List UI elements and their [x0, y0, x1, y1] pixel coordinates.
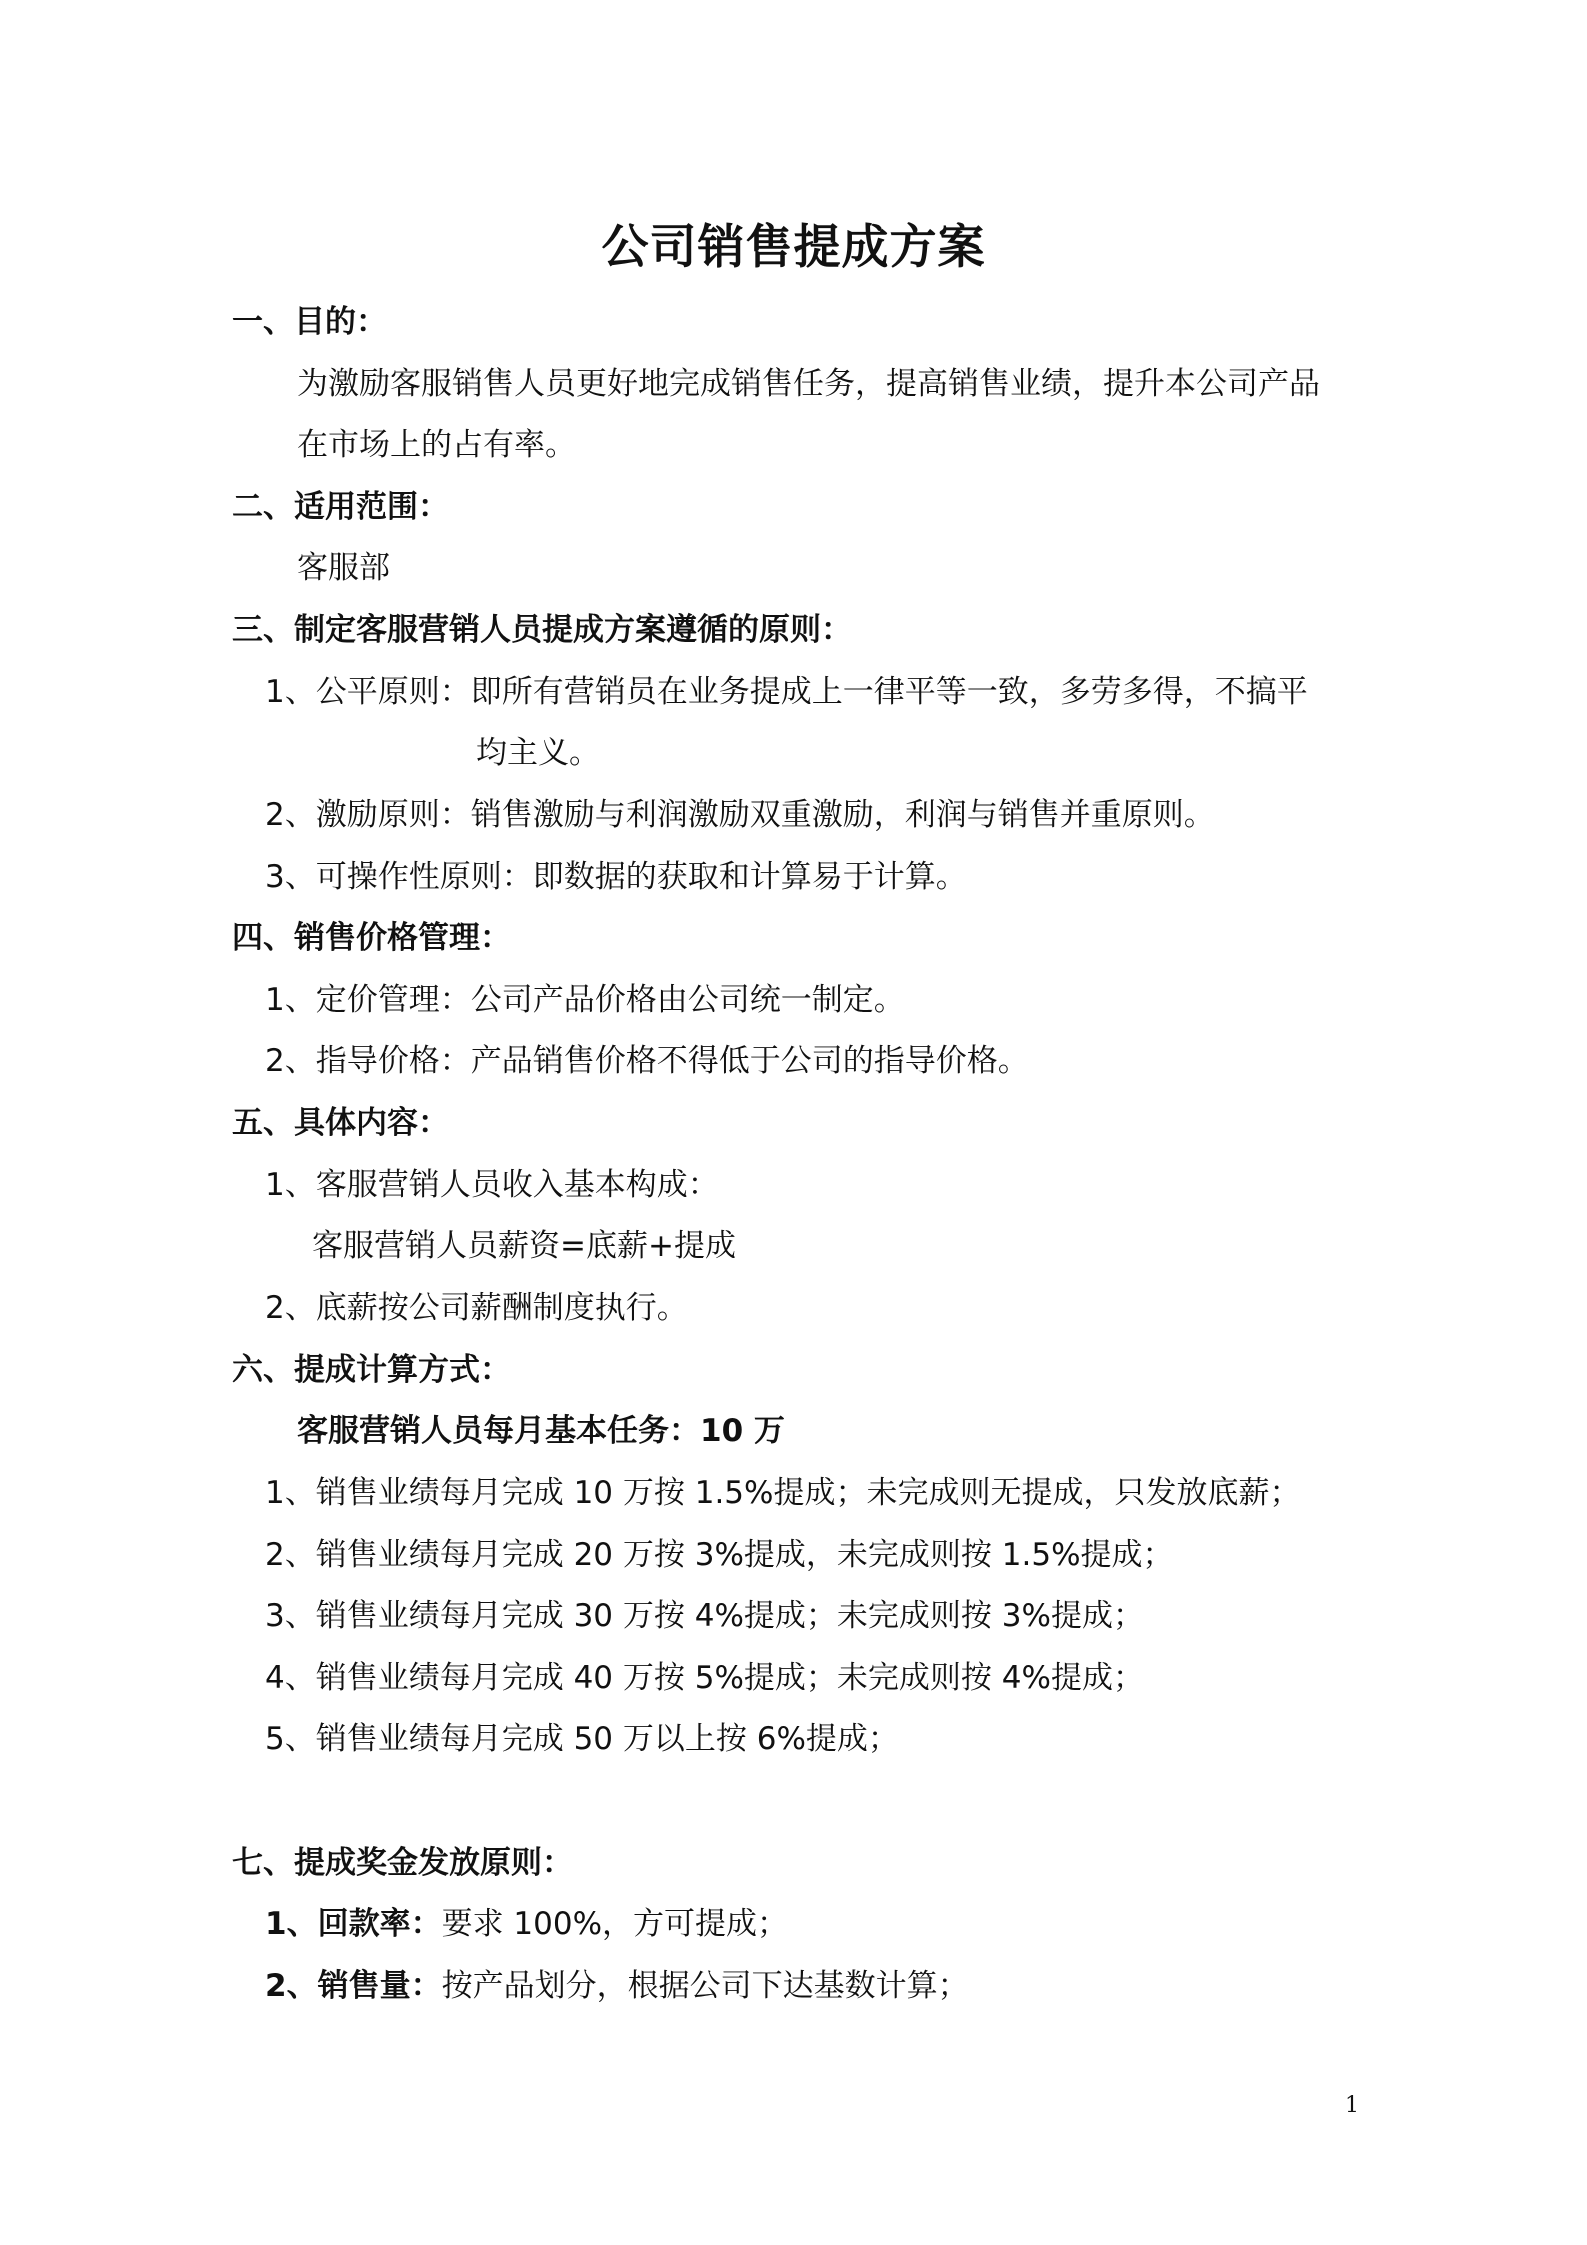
principle-item-1-continued: 均主义。 — [476, 735, 600, 771]
price-item-2: 2、指导价格：产品销售价格不得低于公司的指导价格。 — [265, 1043, 1029, 1079]
payout-item-1-label: 1、回款率： — [265, 1906, 442, 1942]
section-heading-purpose: 一、目的： — [232, 304, 387, 340]
section-heading-payout-principles: 七、提成奖金发放原则： — [232, 1845, 573, 1881]
payout-item-2 — [265, 1966, 969, 2006]
principle-item-3: 3、可操作性原则：即数据的获取和计算易于计算。 — [265, 859, 967, 895]
section-heading-scope: 二、适用范围： — [232, 489, 449, 525]
page-title: 公司销售提成方案 — [601, 220, 986, 275]
commission-tier-5: 5、销售业绩每月完成 50 万以上按 6%提成； — [265, 1721, 899, 1757]
purpose-text-line-2: 在市场上的占有率。 — [297, 427, 576, 463]
principle-item-2: 2、激励原则：销售激励与利润激励双重激励，利润与销售并重原则。 — [265, 797, 1215, 833]
commission-tier-4: 4、销售业绩每月完成 40 万按 5%提成；未完成则按 4%提成； — [265, 1660, 1144, 1696]
payout-item-2-label: 2、销售量： — [265, 1968, 442, 2004]
commission-tier-2: 2、销售业绩每月完成 20 万按 3%提成，未完成则按 1.5%提成； — [265, 1537, 1174, 1573]
payout-item-1 — [265, 1904, 788, 1944]
monthly-task-subheading: 客服营销人员每月基本任务：10 万 — [297, 1413, 785, 1449]
section-heading-price-management: 四、销售价格管理： — [232, 920, 511, 956]
price-item-1: 1、定价管理：公司产品价格由公司统一制定。 — [265, 982, 905, 1018]
section-heading-specific-content: 五、具体内容： — [232, 1105, 449, 1141]
payout-item-2-text: 按产品划分，根据公司下达基数计算； — [441, 1968, 969, 2004]
section-heading-principles: 三、制定客服营销人员提成方案遵循的原则： — [232, 612, 852, 648]
page-number: 1 — [1345, 2093, 1359, 2118]
section-heading-commission-calc: 六、提成计算方式： — [232, 1352, 511, 1388]
purpose-text-line-1: 为激励客服销售人员更好地完成销售任务，提高销售业绩，提升本公司产品 — [297, 366, 1320, 402]
commission-tier-3: 3、销售业绩每月完成 30 万按 4%提成；未完成则按 3%提成； — [265, 1598, 1144, 1634]
content-item-2: 2、底薪按公司薪酬制度执行。 — [265, 1290, 688, 1326]
payout-item-1-text: 要求 100%，方可提成； — [441, 1906, 789, 1942]
principle-item-1: 1、公平原则：即所有营销员在业务提成上一律平等一致，多劳多得，不搞平 — [265, 674, 1308, 710]
salary-formula: 客服营销人员薪资=底薪+提成 — [312, 1228, 736, 1264]
commission-tier-1: 1、销售业绩每月完成 10 万按 1.5%提成；未完成则无提成，只发放底薪； — [265, 1475, 1301, 1511]
scope-text: 客服部 — [297, 550, 390, 586]
content-item-1: 1、客服营销人员收入基本构成： — [265, 1167, 719, 1203]
